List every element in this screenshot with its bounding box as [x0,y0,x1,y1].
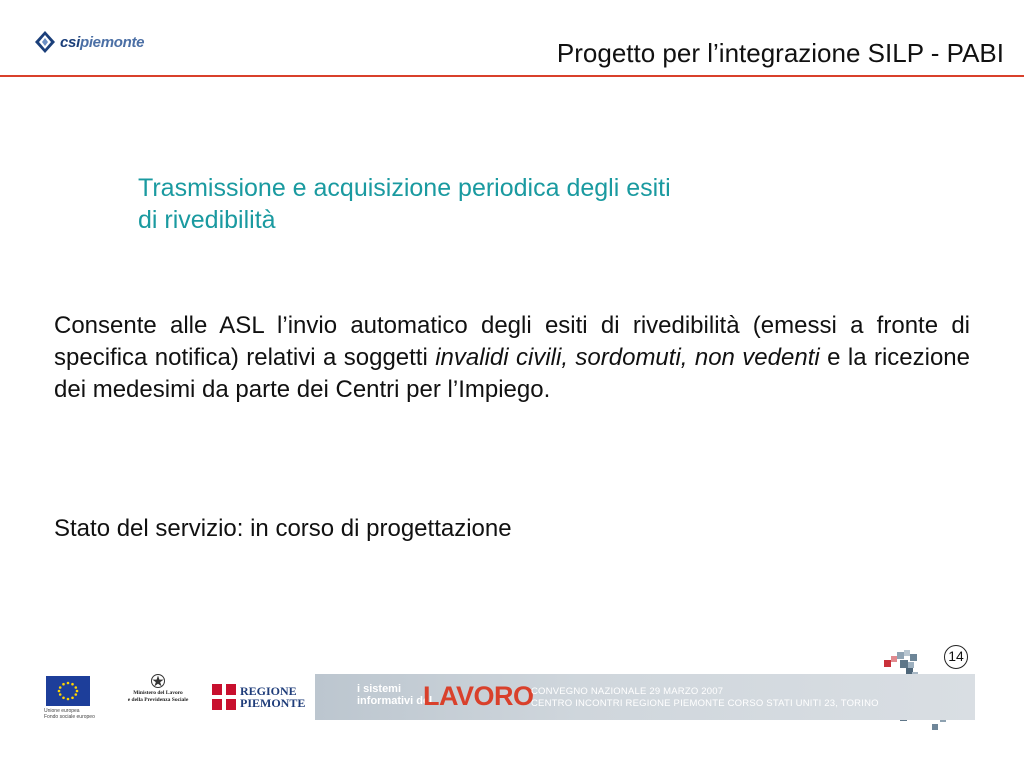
banner-lavoro-text: LAVORO [423,681,534,711]
page-number: 14 [944,645,968,669]
slide-subtitle [138,172,898,236]
subtitle-line-2: di rivedibilità [138,206,276,234]
ministry-text: Ministero del Lavoro e della Previdenza Sociale [127,690,189,703]
csi-piemonte-logo [34,28,144,56]
eu-flag-icon [46,676,90,706]
subtitle-line-1: Trasmissione e acquisizione periodica degli esiti [138,174,671,202]
paragraph-text-1: Consente alle ASL l’invio automatico degli esiti di rivedibilità (emessi a fronte di specifica notifica) relativi a soggetti [54,312,970,371]
header-divider [0,75,1024,77]
convegno-banner [315,674,975,720]
regione-piemonte-logo [212,682,305,712]
banner-event-text: CONVEGNO NAZIONALE 29 MARZO 2007 CENTRO INCONTRI REGIONE PIEMONTE CORSO STATI UNITI 23, TORINO [531,686,879,709]
eu-stars-icon [46,676,90,706]
description-paragraph [54,310,970,406]
footer-logos [0,672,1024,732]
service-status: Stato del servizio: in corso di progettazione [54,515,512,542]
slide-header-title: Progetto per l’integrazione SILP - PABI [556,38,1004,68]
logo-wordmark: csipiemonte [60,33,145,51]
regione-flag-icon [212,684,236,710]
paragraph-italic-text: invalidi civili, sordomuti, non vedenti [435,344,820,371]
csi-diamond-icon [34,30,56,54]
regione-text: REGIONE PIEMONTE [240,684,306,710]
italian-emblem-icon [150,672,166,690]
banner-small-text: i sistemi informativi del [357,683,433,707]
eu-caption: Unione europea Fondo sociale europeo [44,708,95,720]
paragraph-text-2: e la ricezione dei medesimi da parte dei Centri per l’Impiego. [54,344,971,403]
ministry-logo [118,672,198,720]
